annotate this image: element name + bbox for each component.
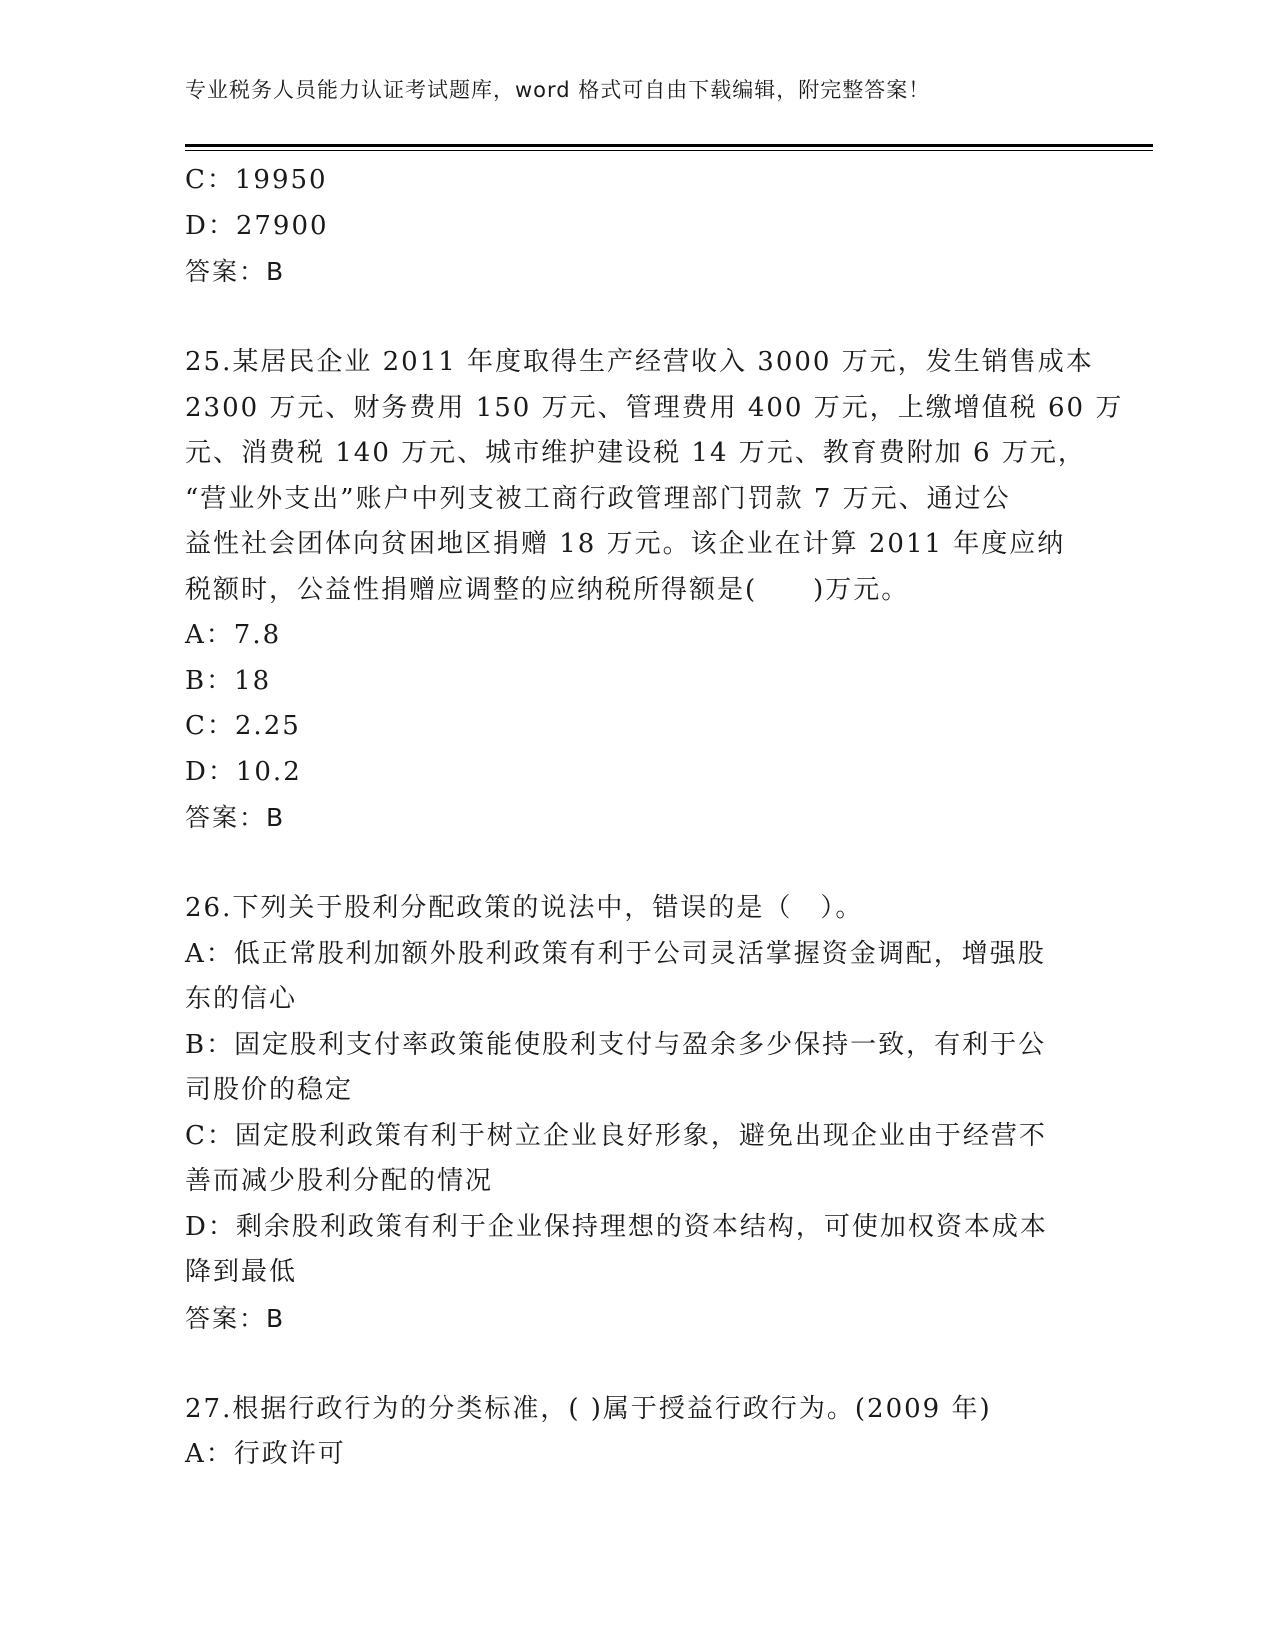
option-d: D：27900 — [185, 210, 329, 241]
question-stem-line: 2300 万元、财务费用 150 万元、管理费用 400 万元，上缴增值税 60 万 — [185, 392, 1124, 423]
option-d-continued: 降到最低 — [185, 1257, 298, 1287]
question-27 — [185, 1387, 1085, 1478]
question-25 — [185, 340, 1124, 841]
option-b-continued: 司股价的稳定 — [185, 1075, 354, 1105]
option-d: D：10.2 — [185, 756, 302, 787]
header-rule-thin — [185, 150, 1153, 151]
question-stem-line: 25.某居民企业 2011 年度取得生产经营收入 3000 万元，发生销售成本 — [185, 347, 1094, 377]
question-stem-line: 元、消费税 140 万元、城市维护建设税 14 万元、教育费附加 6 万元， — [185, 438, 1086, 468]
option-b: B：18 — [185, 665, 272, 696]
question-stem: 27.根据行政行为的分类标准，( )属于授益行政行为。(2009 年) — [185, 1393, 992, 1424]
answer: 答案：B — [185, 1303, 286, 1333]
question-26 — [185, 886, 1085, 1341]
question-stem: 26.下列关于股利分配政策的说法中，错误的是（ ）。 — [185, 893, 864, 923]
option-b: B：固定股利支付率政策能使股利支付与盈余多少保持一致，有利于公 — [185, 1029, 1047, 1060]
question-stem-line: 益性社会团体向贫困地区捐赠 18 万元。该企业在计算 2011 年度应纳 — [185, 529, 1066, 559]
option-a: A：7.8 — [185, 620, 282, 650]
option-d: D：剩余股利政策有利于企业保持理想的资本结构，可使加权资本成本 — [185, 1211, 1048, 1242]
prev-question — [185, 158, 1085, 295]
question-stem-line: “营业外支出”账户中列支被工商行政管理部门罚款 7 万元、通过公 — [185, 483, 1011, 514]
option-a-continued: 东的信心 — [185, 984, 298, 1014]
question-stem-line: 税额时，公益性捐赠应调整的应纳税所得额是( )万元。 — [185, 574, 910, 605]
option-c: C：2.25 — [185, 711, 301, 741]
answer: 答案：B — [185, 257, 286, 286]
option-c: C：19950 — [185, 165, 328, 195]
answer: 答案：B — [185, 803, 286, 832]
option-c: C：固定股利政策有利于树立企业良好形象，避免出现企业由于经营不 — [185, 1120, 1047, 1151]
option-a: A：行政许可 — [185, 1439, 346, 1469]
option-c-continued: 善而减少股利分配的情况 — [185, 1166, 494, 1196]
question-content — [185, 158, 1124, 1478]
page-header: 专业税务人员能力认证考试题库，word 格式可自由下载编辑，附完整答案！ — [185, 78, 931, 102]
option-a: A：低正常股利加额外股利政策有利于公司灵活掌握资金调配，增强股 — [185, 938, 1046, 969]
header-rule-thick — [185, 144, 1153, 147]
